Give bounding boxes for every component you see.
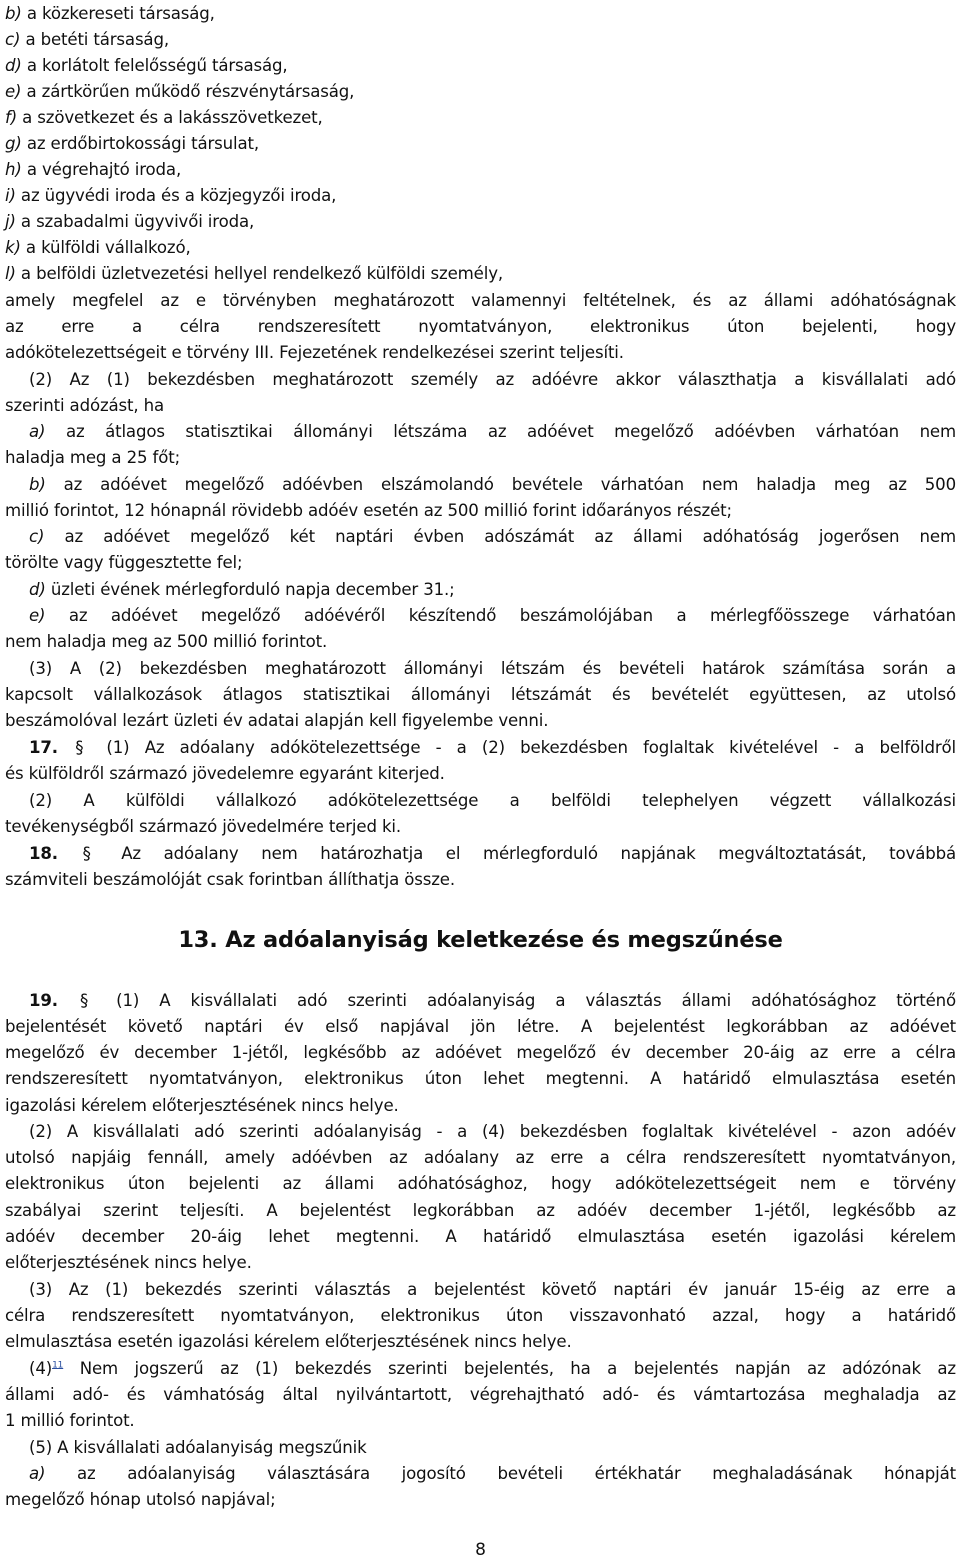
paragraph-line: (2) A külföldi vállalkozó adókötelezettsége a belföldi telephelyen végzett vállalkozási — [29, 791, 956, 810]
paragraph-line: törölte vagy függesztette fel; — [5, 553, 243, 572]
section-number: 17. — [29, 738, 58, 757]
paragraph-line: (3) Az (1) bekezdés szerinti választás a bejelentést követő naptári év január 15-éig az erre a — [29, 1280, 956, 1299]
paragraph-line: 1 millió forintot. — [5, 1411, 135, 1430]
section-number: 19. — [29, 991, 58, 1010]
paragraph-line: számviteli beszámolóját csak forintban állíthatja össze. — [5, 870, 455, 889]
list-item: l) a belföldi üzletvezetési hellyel rendelkező külföldi személy, — [5, 264, 503, 283]
list-item: a) az átlagos statisztikai állományi létszáma az adóévet megelőző adóévben várhatóan nem — [29, 422, 956, 441]
list-item: e) a zártkörűen működő részvénytársaság, — [5, 82, 355, 101]
paragraph-line: előterjesztésének nincs helye. — [5, 1253, 252, 1272]
paragraph-line: millió forintot, 12 hónapnál rövidebb adóév esetén az 500 millió forint időarányos részét; — [5, 501, 732, 520]
paragraph-line: megelőző hónap utolsó napjával; — [5, 1490, 276, 1509]
paragraph-line: és külföldről származó jövedelemre egyaránt kiterjed. — [5, 764, 445, 783]
paragraph-line: $(4)^{11}$ Nem jogszerű az (1) bekezdés szerinti bejelentés, ha a bejelentés napján az adózónak az — [29, 1359, 956, 1378]
section-heading: 13. Az adóalanyiság keletkezése és megszűnése — [178, 927, 783, 953]
paragraph-line: kapcsolt vállalkozások átlagos statisztikai állományi létszámát és bevételét együttesen, az utolsó — [5, 685, 956, 704]
paragraph-sign-icon: § — [75, 738, 84, 757]
paragraph-line: (2) A kisvállalati adó szerinti adóalanyiság - a (4) bekezdésben foglaltak kivételével - azon adóév — [29, 1122, 956, 1141]
paragraph-line: célra rendszeresített nyomtatványon, elektronikus úton visszavonható azzal, hogy a határidő — [5, 1306, 956, 1325]
paragraph-line: szerinti adózást, ha — [5, 396, 165, 415]
list-item: a) az adóalanyiság választására jogosító bevételi értékhatár meghaladásának hónapját — [29, 1464, 956, 1483]
section-19: 19. § (1) A kisvállalati adó szerinti adóalanyiság a választás állami adóhatósághoz történő — [5, 988, 956, 1014]
paragraph-line: elektronikus úton bejelenti az állami adóhatósághoz, hogy adókötelezettségeit nem e törvény — [5, 1174, 956, 1193]
list-item: g) az erdőbirtokossági társulat, — [5, 134, 259, 153]
paragraph-line: tevékenységből származó jövedelmére terjed ki. — [5, 817, 402, 836]
paragraph-sign-icon: § — [80, 991, 89, 1010]
section-number: 18. — [29, 844, 58, 863]
paragraph-line: amely megfelel az e törvényben meghatározott valamennyi feltételnek, és az állami adóhatóságnak — [5, 291, 956, 310]
paragraph-line: utolsó napjáig fennáll, amely adóévben az adóalany az erre a célra rendszeresített nyomtatványon, — [5, 1148, 956, 1167]
paragraph-line: (3) A (2) bekezdésben meghatározott állományi létszám és bevételi határok számítása során a — [29, 659, 956, 678]
list-item: d) a korlátolt felelősségű társaság, — [5, 56, 288, 75]
list-item: f) a szövetkezet és a lakásszövetkezet, — [5, 108, 323, 127]
paragraph-line: megelőző év december 1-jétől, legkésőbb az adóévet megelőző év december 20-áig az erre a célra — [5, 1043, 956, 1062]
paragraph-line: haladja meg a 25 főt; — [5, 448, 181, 467]
paragraph-line: adóév december 20-áig lehet megtenni. A határidő elmulasztása esetén igazolási kérelem — [5, 1227, 956, 1246]
paragraph-line: (2) Az (1) bekezdésben meghatározott személy az adóévre akkor választhatja a kisvállalati adó — [29, 370, 956, 389]
paragraph-line: beszámolóval lezárt üzleti év adatai alapján kell figyelembe venni. — [5, 711, 549, 730]
list-item: b) a közkereseti társaság, — [5, 4, 215, 23]
list-item: i) az ügyvédi iroda és a közjegyzői iroda, — [5, 186, 337, 205]
list-item: b) az adóévet megelőző adóévben elszámolandó bevétele várhatóan nem haladja meg az 500 — [29, 475, 956, 494]
paragraph-line: nem haladja meg az 500 millió forintot. — [5, 632, 328, 651]
paragraph-line: igazolási kérelem előterjesztésének nincs helye. — [5, 1096, 399, 1115]
list-item: j) a szabadalmi ügyvivői iroda, — [5, 212, 255, 231]
footnote-link[interactable]: 11 — [52, 1360, 64, 1371]
list-item: d) üzleti évének mérlegforduló napja december 31.; — [29, 580, 455, 599]
list-item: c) az adóévet megelőző két naptári évben adószámát az állami adóhatóság jogerősen nem — [29, 527, 956, 546]
paragraph-line: az erre a célra rendszeresített nyomtatványon, elektronikus úton bejelenti, hogy — [5, 317, 956, 336]
paragraph-line: szabályai szerint teljesíti. A bejelentést legkorábban az adóév december 1-jétől, legkésőbb az — [5, 1201, 956, 1220]
paragraph-line: állami adó- és vámhatóság által nyilvántartott, végrehajtható adó- és vámtartozása meghaladja az — [5, 1385, 956, 1404]
list-item: k) a külföldi vállalkozó, — [5, 238, 191, 257]
section-18: 18. § Az adóalany nem határozhatja el mérlegforduló napjának megváltoztatását, továbbá — [5, 841, 956, 867]
paragraph-sign-icon: § — [82, 844, 91, 863]
paragraph-line: bejelentését követő naptári év első napjával jön létre. A bejelentést legkorábban az adóévet — [5, 1017, 956, 1036]
paragraph-line: adókötelezettségeit e törvény III. Fejezetének rendelkezései szerint teljesíti. — [5, 343, 624, 362]
list-item: h) a végrehajtó iroda, — [5, 160, 182, 179]
page-number: 8 — [475, 1540, 486, 1560]
paragraph-line: (5) A kisvállalati adóalanyiság megszűnik — [29, 1438, 367, 1457]
paragraph-line: rendszeresített nyomtatványon, elektronikus úton lehet megtenni. A határidő elmulasztása esetén — [5, 1069, 956, 1088]
list-item: e) az adóévet megelőző adóévéről készítendő beszámolójában a mérlegfőösszege várhatóan — [29, 606, 956, 625]
list-item: c) a betéti társaság, — [5, 30, 169, 49]
paragraph-line: elmulasztása esetén igazolási kérelem előterjesztésének nincs helye. — [5, 1332, 572, 1351]
section-17: 17. § (1) Az adóalany adókötelezettsége - a (2) bekezdésben foglaltak kivételével - a belföldről — [5, 735, 956, 761]
